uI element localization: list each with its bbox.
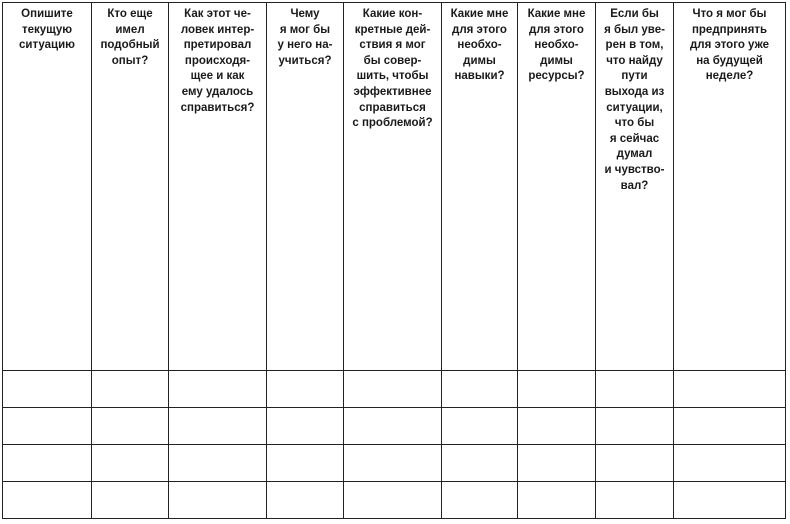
header-text: Какие мне для этого необхо- димы ресурсы? [527, 8, 586, 83]
blank-cell[interactable] [92, 408, 169, 445]
header-text: Как этот че- ловек интер- претировал происходя- щее и как ему удалось справиться? [180, 8, 255, 114]
header-text: Какие мне для этого необхо- димы навыки? [450, 8, 509, 83]
blank-cell[interactable] [518, 482, 596, 519]
blank-cell[interactable] [344, 408, 442, 445]
header-cell-interpretation [169, 3, 267, 371]
blank-cell[interactable] [267, 445, 344, 482]
worksheet [2, 2, 785, 520]
blank-cell[interactable] [674, 371, 786, 408]
blank-cell[interactable] [518, 408, 596, 445]
blank-cell[interactable] [92, 445, 169, 482]
header-cell-skills [442, 3, 518, 371]
blank-cell[interactable] [596, 371, 674, 408]
header-cell-learn [267, 3, 344, 371]
blank-cell[interactable] [442, 408, 518, 445]
blank-cell[interactable] [674, 408, 786, 445]
blank-cell[interactable] [518, 445, 596, 482]
blank-cell[interactable] [3, 371, 92, 408]
blank-cell[interactable] [169, 445, 267, 482]
blank-cell[interactable] [596, 482, 674, 519]
header-text: Опишите текущую ситуацию [19, 8, 75, 52]
blank-cell[interactable] [442, 445, 518, 482]
table-row [3, 408, 786, 445]
blank-cell[interactable] [442, 482, 518, 519]
header-row [3, 3, 786, 371]
table-row [3, 445, 786, 482]
blank-cell[interactable] [442, 371, 518, 408]
blank-cell[interactable] [267, 482, 344, 519]
blank-cell[interactable] [596, 408, 674, 445]
header-text: Если бы я был уве- рен в том, что найду пути выхода из ситуации, что бы я сейчас думал и чувство- вал? [604, 8, 665, 192]
header-cell-next-week [674, 3, 786, 371]
blank-cell[interactable] [518, 371, 596, 408]
blank-cell[interactable] [344, 445, 442, 482]
blank-cell[interactable] [169, 482, 267, 519]
blank-cell[interactable] [92, 482, 169, 519]
blank-cell[interactable] [3, 482, 92, 519]
table-row [3, 371, 786, 408]
blank-cell[interactable] [169, 408, 267, 445]
table-row [3, 482, 786, 519]
blank-cell[interactable] [674, 445, 786, 482]
blank-cell[interactable] [267, 371, 344, 408]
blank-cell[interactable] [3, 408, 92, 445]
header-cell-resources [518, 3, 596, 371]
table-body [3, 371, 786, 519]
header-text: Чему я мог бы у него на- учиться? [277, 8, 333, 67]
blank-cell[interactable] [92, 371, 169, 408]
blank-cell[interactable] [344, 482, 442, 519]
header-text: Какие кон- кретные дей- ствия я мог бы совер- шить, чтобы эффективнее справиться с проблемой? [352, 8, 433, 130]
header-cell-who-else [92, 3, 169, 371]
header-cell-situation [3, 3, 92, 371]
blank-cell[interactable] [596, 445, 674, 482]
header-cell-actions [344, 3, 442, 371]
header-text: Кто еще имел подобный опыт? [100, 8, 160, 67]
header-cell-confidence [596, 3, 674, 371]
worksheet-table [2, 2, 786, 519]
blank-cell[interactable] [3, 445, 92, 482]
blank-cell[interactable] [344, 371, 442, 408]
header-text: Что я мог бы предпринять для этого уже на будущей неделе? [689, 8, 769, 83]
blank-cell[interactable] [674, 482, 786, 519]
blank-cell[interactable] [267, 408, 344, 445]
blank-cell[interactable] [169, 371, 267, 408]
